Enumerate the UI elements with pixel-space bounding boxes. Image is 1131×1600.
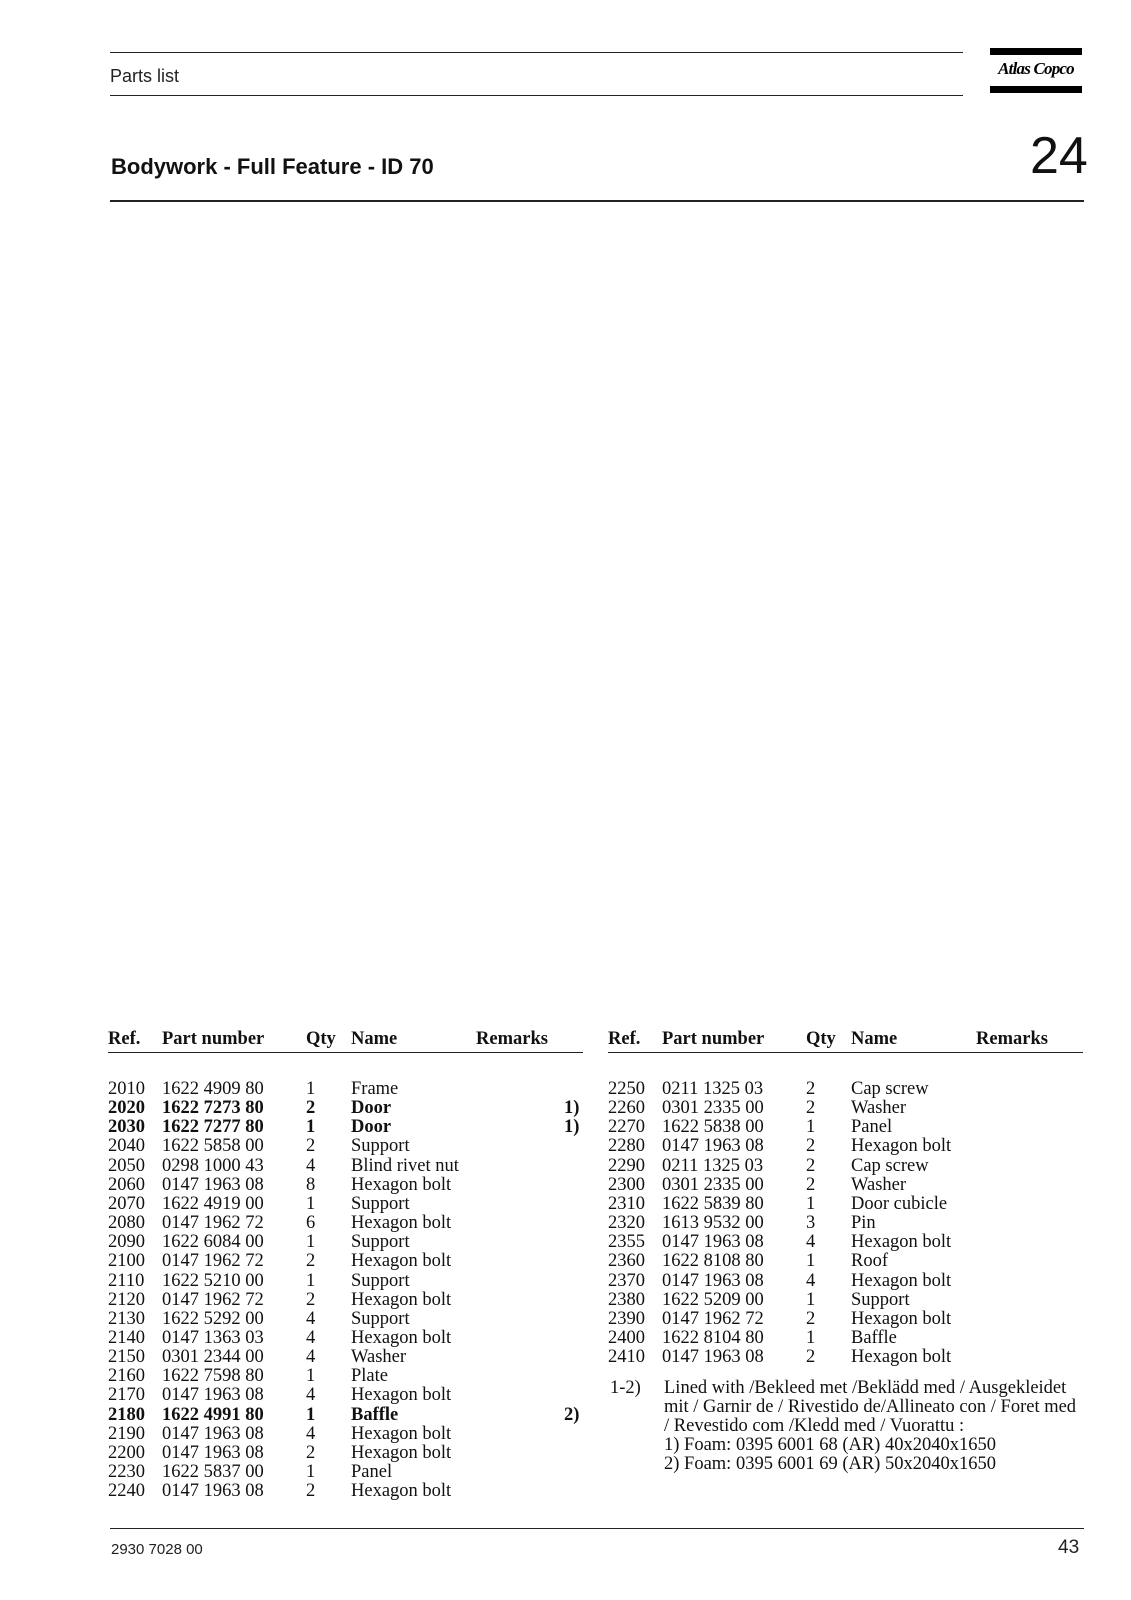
footnote-key: 1-2): [610, 1378, 641, 1398]
page-title: Bodywork - Full Feature - ID 70: [111, 154, 434, 179]
table-row: [108, 1157, 583, 1176]
cell-qty: 2: [806, 1136, 816, 1157]
cell-ref: 2300: [608, 1174, 645, 1195]
cell-ref: 2180: [108, 1404, 145, 1425]
cell-name: Cap screw: [851, 1155, 929, 1176]
table-row: [608, 1099, 1083, 1118]
cell-part-number: 0147 1963 08: [162, 1385, 264, 1406]
table-row: [608, 1252, 1083, 1271]
cell-ref: 2130: [108, 1308, 145, 1329]
cell-part-number: 1622 4919 00: [162, 1193, 264, 1214]
cell-ref: 2170: [108, 1385, 145, 1406]
column-header-ref: Ref.: [108, 1029, 141, 1049]
table-row: [608, 1195, 1083, 1214]
cell-name: Support: [851, 1289, 910, 1310]
cell-part-number: 1622 5858 00: [162, 1136, 264, 1157]
footnote-line: / Revestido com /Kledd med / Vuorattu :: [664, 1416, 965, 1436]
cell-part-number: 1613 9532 00: [662, 1213, 764, 1234]
cell-part-number: 0211 1325 03: [662, 1079, 764, 1099]
cell-qty: 1: [806, 1251, 816, 1272]
column-header-name: Name: [851, 1029, 898, 1049]
footnote-line: 2) Foam: 0395 6001 69 (AR) 50x2040x1650: [664, 1454, 996, 1474]
cell-ref: 2260: [608, 1098, 645, 1119]
table-row: [108, 1176, 583, 1195]
cell-name: Baffle: [851, 1327, 897, 1348]
cell-name: Support: [351, 1270, 410, 1291]
cell-ref: 2250: [608, 1079, 645, 1099]
cell-part-number: 0147 1963 08: [662, 1136, 764, 1157]
cell-name: Hexagon bolt: [851, 1232, 952, 1253]
cell-qty: 1: [306, 1079, 316, 1099]
table-header-rule: [108, 1052, 583, 1053]
atlas-copco-logo: [990, 48, 1082, 94]
cell-name: Hexagon bolt: [851, 1270, 952, 1291]
title-rule: [110, 200, 1084, 202]
cell-qty: 2: [806, 1098, 816, 1119]
cell-name: Plate: [351, 1366, 388, 1387]
table-row: [108, 1329, 583, 1348]
column-header-qty: Qty: [806, 1029, 836, 1049]
logo-bottom-bar: [990, 86, 1082, 93]
cell-ref: 2370: [608, 1270, 645, 1291]
table-row: [608, 1176, 1083, 1195]
cell-qty: 4: [306, 1327, 316, 1348]
cell-qty: 1: [806, 1193, 816, 1214]
cell-qty: 4: [806, 1270, 816, 1291]
cell-name: Hexagon bolt: [351, 1481, 452, 1502]
cell-name: Washer: [351, 1347, 407, 1368]
cell-name: Hexagon bolt: [851, 1347, 952, 1368]
cell-ref: 2410: [608, 1347, 645, 1368]
cell-part-number: 1622 5839 80: [662, 1193, 764, 1214]
cell-qty: 2: [806, 1174, 816, 1195]
table-row: [108, 1482, 583, 1501]
cell-name: Support: [351, 1308, 410, 1329]
cell-ref: 2240: [108, 1481, 145, 1502]
table-row: [608, 1233, 1083, 1252]
cell-qty: 2: [806, 1079, 816, 1099]
cell-qty: 4: [306, 1423, 316, 1444]
cell-qty: 8: [306, 1174, 316, 1195]
cell-ref: 2040: [108, 1136, 145, 1157]
cell-part-number: 1622 5837 00: [162, 1462, 264, 1482]
cell-part-number: 1622 7277 80: [162, 1117, 264, 1138]
table-row: [608, 1329, 1083, 1348]
column-header-remarks: Remarks: [476, 1029, 548, 1049]
cell-ref: 2400: [608, 1327, 645, 1348]
table-row: [608, 1272, 1083, 1291]
cell-qty: 1: [806, 1327, 816, 1348]
table-row: [108, 1214, 583, 1233]
cell-name: Blind rivet nut: [351, 1155, 459, 1176]
table-row: [608, 1348, 1083, 1367]
cell-part-number: 0147 1963 08: [162, 1442, 264, 1463]
cell-ref: 2120: [108, 1289, 145, 1310]
cell-name: Roof: [851, 1251, 888, 1272]
cell-qty: 2: [306, 1289, 316, 1310]
table-row: [108, 1137, 583, 1156]
cell-qty: 2: [306, 1442, 316, 1463]
cell-name: Washer: [851, 1098, 907, 1119]
cell-part-number: 0301 2335 00: [662, 1174, 764, 1195]
cell-remarks: 1): [564, 1098, 580, 1119]
cell-ref: 2230: [108, 1462, 145, 1482]
cell-qty: 1: [306, 1462, 316, 1482]
cell-part-number: 1622 5209 00: [662, 1289, 764, 1310]
table-row: [108, 1406, 583, 1425]
table-row: [108, 1272, 583, 1291]
cell-part-number: 0147 1963 08: [662, 1270, 764, 1291]
cell-qty: 2: [306, 1481, 316, 1502]
cell-ref: 2380: [608, 1289, 645, 1310]
cell-part-number: 0147 1963 08: [662, 1347, 764, 1368]
footnote-text: [664, 1379, 1094, 1474]
cell-ref: 2140: [108, 1327, 145, 1348]
cell-ref: 2070: [108, 1193, 145, 1214]
cell-name: Cap screw: [851, 1079, 929, 1099]
cell-ref: 2050: [108, 1155, 145, 1176]
table-row: [108, 1099, 583, 1118]
cell-qty: 1: [306, 1232, 316, 1253]
cell-part-number: 1622 5838 00: [662, 1117, 764, 1138]
cell-qty: 4: [306, 1155, 316, 1176]
cell-ref: 2160: [108, 1366, 145, 1387]
cell-qty: 1: [306, 1404, 316, 1425]
cell-qty: 1: [306, 1366, 316, 1387]
cell-part-number: 0301 2335 00: [662, 1098, 764, 1119]
cell-ref: 2290: [608, 1155, 645, 1176]
footer-rule: [110, 1528, 1084, 1529]
cell-ref: 2150: [108, 1347, 145, 1368]
column-header-part-number: Part number: [662, 1029, 765, 1049]
cell-part-number: 0147 1962 72: [162, 1289, 264, 1310]
cell-part-number: 0147 1963 08: [162, 1481, 264, 1502]
footnote-line: mit / Garnir de / Rivestido de/Allineato con / Foret med: [664, 1397, 1077, 1417]
table-row: [108, 1195, 583, 1214]
table-row: [108, 1291, 583, 1310]
cell-part-number: 1622 8108 80: [662, 1251, 764, 1272]
cell-name: Support: [351, 1136, 410, 1157]
cell-qty: 4: [306, 1385, 316, 1406]
cell-name: Hexagon bolt: [351, 1385, 452, 1406]
parts-table-right: [608, 1030, 1083, 1370]
cell-name: Baffle: [351, 1404, 399, 1425]
cell-qty: 1: [306, 1193, 316, 1214]
cell-qty: 1: [306, 1270, 316, 1291]
cell-name: Frame: [351, 1079, 399, 1099]
cell-qty: 1: [806, 1117, 816, 1138]
table-row: [108, 1348, 583, 1367]
cell-ref: 2280: [608, 1136, 645, 1157]
cell-part-number: 1622 4909 80: [162, 1079, 264, 1099]
cell-name: Pin: [851, 1213, 876, 1234]
cell-qty: 4: [306, 1347, 316, 1368]
cell-qty: 4: [806, 1232, 816, 1253]
cell-part-number: 0147 1963 08: [662, 1232, 764, 1253]
cell-ref: 2020: [108, 1098, 145, 1119]
cell-ref: 2010: [108, 1079, 145, 1099]
table-row: [608, 1118, 1083, 1137]
cell-ref: 2080: [108, 1213, 145, 1234]
cell-qty: 3: [806, 1213, 816, 1234]
table-row: [108, 1252, 583, 1271]
column-header-part-number: Part number: [162, 1029, 265, 1049]
page-number: 43: [1058, 1537, 1080, 1558]
table-row: [608, 1291, 1083, 1310]
cell-ref: 2390: [608, 1308, 645, 1329]
table-row: [608, 1157, 1083, 1176]
table-row: [108, 1444, 583, 1463]
table-header-rule: [608, 1052, 1083, 1053]
cell-name: Support: [351, 1193, 410, 1214]
cell-name: Door: [351, 1098, 392, 1119]
header-bottom-rule: [110, 95, 963, 96]
cell-ref: 2355: [608, 1232, 645, 1253]
cell-name: Door cubicle: [851, 1193, 948, 1214]
cell-ref: 2270: [608, 1117, 645, 1138]
cell-name: Support: [351, 1232, 410, 1253]
cell-ref: 2200: [108, 1442, 145, 1463]
cell-ref: 2320: [608, 1213, 645, 1234]
cell-part-number: 1622 8104 80: [662, 1327, 764, 1348]
table-row: [108, 1425, 583, 1444]
cell-part-number: 0298 1000 43: [162, 1155, 264, 1176]
cell-qty: 1: [806, 1289, 816, 1310]
column-header-remarks: Remarks: [976, 1029, 1048, 1049]
table-row: [108, 1233, 583, 1252]
column-header-ref: Ref.: [608, 1029, 641, 1049]
cell-name: Hexagon bolt: [851, 1308, 952, 1329]
footnote-line: 1) Foam: 0395 6001 68 (AR) 40x2040x1650: [664, 1435, 996, 1455]
parts-table-left: [108, 1030, 583, 1500]
table-row: [108, 1310, 583, 1329]
document-number: 2930 7028 00: [111, 1541, 203, 1558]
cell-qty: 2: [306, 1136, 316, 1157]
cell-name: Washer: [851, 1174, 907, 1195]
cell-name: Hexagon bolt: [351, 1423, 452, 1444]
table-row: [608, 1214, 1083, 1233]
logo-text: Atlas Copco: [998, 59, 1074, 78]
cell-name: Hexagon bolt: [351, 1251, 452, 1272]
cell-qty: 6: [306, 1213, 316, 1234]
cell-ref: 2090: [108, 1232, 145, 1253]
cell-part-number: 0147 1963 08: [162, 1423, 264, 1444]
cell-qty: 2: [806, 1308, 816, 1329]
cell-part-number: 0211 1325 03: [662, 1155, 764, 1176]
table-row: [108, 1118, 583, 1137]
logo-top-bar: [990, 48, 1082, 55]
cell-ref: 2360: [608, 1251, 645, 1272]
chapter-number: 24: [1030, 127, 1088, 185]
cell-part-number: 0301 2344 00: [162, 1347, 264, 1368]
table-row: [108, 1080, 583, 1099]
cell-name: Hexagon bolt: [351, 1442, 452, 1463]
cell-name: Hexagon bolt: [351, 1327, 452, 1348]
table-row: [108, 1367, 583, 1386]
table-row: [608, 1080, 1083, 1099]
cell-qty: 4: [306, 1308, 316, 1329]
table-row: [108, 1463, 583, 1482]
cell-remarks: 2): [564, 1404, 580, 1425]
footnote-line: Lined with /Bekleed met /Beklädd med / Ausgekleidet: [664, 1378, 1067, 1398]
cell-remarks: 1): [564, 1117, 580, 1138]
cell-qty: 2: [806, 1155, 816, 1176]
column-header-qty: Qty: [306, 1029, 336, 1049]
cell-part-number: 1622 7598 80: [162, 1366, 264, 1387]
cell-name: Door: [351, 1117, 392, 1138]
cell-name: Panel: [851, 1117, 893, 1138]
cell-part-number: 0147 1363 03: [162, 1327, 264, 1348]
cell-part-number: 1622 4991 80: [162, 1404, 264, 1425]
cell-name: Panel: [351, 1462, 393, 1482]
cell-qty: 2: [306, 1251, 316, 1272]
cell-name: Hexagon bolt: [351, 1174, 452, 1195]
cell-part-number: 1622 5210 00: [162, 1270, 264, 1291]
cell-name: Hexagon bolt: [851, 1136, 952, 1157]
cell-part-number: 0147 1962 72: [662, 1308, 764, 1329]
cell-ref: 2310: [608, 1193, 645, 1214]
cell-name: Hexagon bolt: [351, 1289, 452, 1310]
cell-part-number: 0147 1963 08: [162, 1174, 264, 1195]
cell-part-number: 0147 1962 72: [162, 1213, 264, 1234]
column-header-name: Name: [351, 1029, 398, 1049]
cell-qty: 2: [306, 1098, 316, 1119]
cell-ref: 2100: [108, 1251, 145, 1272]
table-row: [608, 1137, 1083, 1156]
cell-qty: 1: [306, 1117, 316, 1138]
cell-part-number: 1622 5292 00: [162, 1308, 264, 1329]
cell-part-number: 0147 1962 72: [162, 1251, 264, 1272]
table-row: [108, 1386, 583, 1405]
cell-ref: 2190: [108, 1423, 145, 1444]
cell-part-number: 1622 6084 00: [162, 1232, 264, 1253]
header-top-rule: [110, 52, 963, 53]
cell-ref: 2030: [108, 1117, 145, 1138]
cell-part-number: 1622 7273 80: [162, 1098, 264, 1119]
section-label: Parts list: [110, 66, 180, 86]
cell-qty: 2: [806, 1347, 816, 1368]
cell-ref: 2110: [108, 1270, 145, 1291]
cell-ref: 2060: [108, 1174, 145, 1195]
cell-name: Hexagon bolt: [351, 1213, 452, 1234]
table-row: [608, 1310, 1083, 1329]
